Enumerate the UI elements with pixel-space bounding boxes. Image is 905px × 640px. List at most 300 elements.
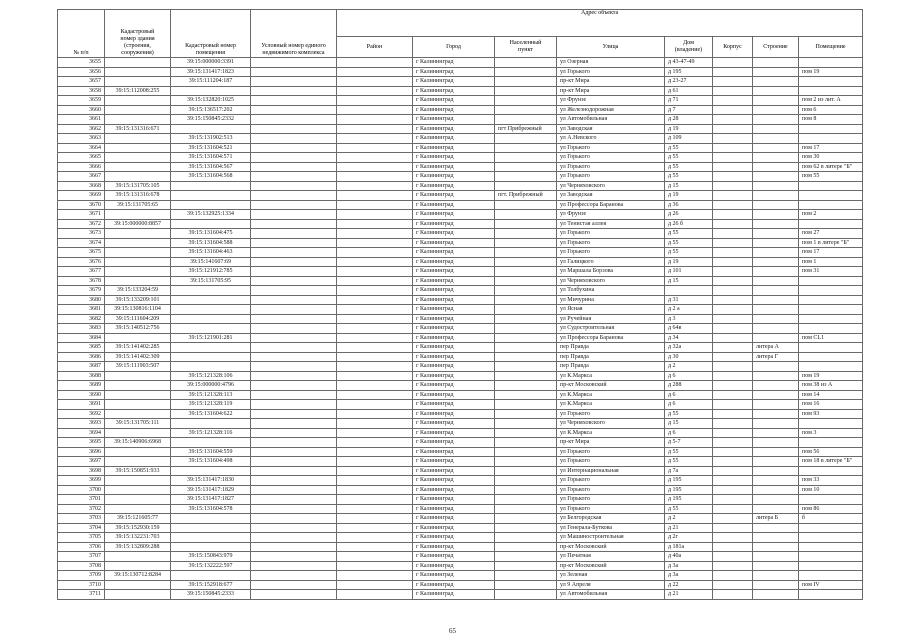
cell-complex-number — [251, 381, 337, 391]
table-row — [58, 229, 863, 239]
cell-district — [337, 400, 413, 410]
cell-building-cadastral-number: 39:15:131705:65 — [105, 200, 171, 210]
cell-premises: пом 18 в литере "Б" — [799, 457, 863, 467]
cell-city: г Калининград — [413, 305, 495, 315]
cell-premises-cadastral-number: 39:15:131417:1827 — [171, 495, 251, 505]
cell-house: д 2г — [665, 533, 713, 543]
cell-district — [337, 314, 413, 324]
cell-premises — [799, 305, 863, 315]
cell-district — [337, 504, 413, 514]
cell-complex-number — [251, 200, 337, 210]
cell-district — [337, 248, 413, 258]
cell-row-number: 3683 — [58, 324, 105, 334]
cell-structure — [753, 153, 799, 163]
table-row — [58, 390, 863, 400]
cell-complex-number — [251, 96, 337, 106]
cell-house: д 19 — [665, 124, 713, 134]
cell-complex-number — [251, 58, 337, 68]
header-structure: Строение — [753, 37, 799, 58]
cell-locality — [495, 248, 557, 258]
cell-building-cadastral-number — [105, 428, 171, 438]
cell-city: г Калининград — [413, 248, 495, 258]
cell-premises-cadastral-number: 39:15:131604:588 — [171, 238, 251, 248]
cell-locality — [495, 115, 557, 125]
cell-row-number: 3701 — [58, 495, 105, 505]
cell-premises-cadastral-number — [171, 438, 251, 448]
cell-street: ул Горького — [557, 238, 665, 248]
cell-street: ул Ясная — [557, 305, 665, 315]
cell-district — [337, 267, 413, 277]
cell-structure — [753, 390, 799, 400]
cell-street: ул Судостроительная — [557, 324, 665, 334]
cell-street: ул Черняховского — [557, 276, 665, 286]
cell-block — [713, 305, 753, 315]
cell-premises-cadastral-number: 39:15:121328:119 — [171, 400, 251, 410]
cell-street: ул К.Маркса — [557, 428, 665, 438]
cell-complex-number — [251, 580, 337, 590]
cell-street: ул Горького — [557, 143, 665, 153]
cell-row-number: 3682 — [58, 314, 105, 324]
cell-structure — [753, 267, 799, 277]
cell-house: д 55 — [665, 229, 713, 239]
cell-row-number: 3700 — [58, 485, 105, 495]
cell-row-number: 3686 — [58, 352, 105, 362]
cell-premises — [799, 200, 863, 210]
cell-city: г Калининград — [413, 162, 495, 172]
table-row — [58, 438, 863, 448]
cell-block — [713, 86, 753, 96]
header-row-number: № п/п — [58, 10, 105, 58]
cell-house: д 55 — [665, 143, 713, 153]
cell-building-cadastral-number: 39:15:131705:111 — [105, 419, 171, 429]
cell-house: д 15 — [665, 181, 713, 191]
table-row — [58, 248, 863, 258]
cell-district — [337, 181, 413, 191]
cell-city: г Калининград — [413, 352, 495, 362]
cell-district — [337, 533, 413, 543]
cell-street: ул Горького — [557, 162, 665, 172]
cell-block — [713, 257, 753, 267]
cell-locality — [495, 324, 557, 334]
cell-city: г Калининград — [413, 238, 495, 248]
cell-complex-number — [251, 466, 337, 476]
cell-premises — [799, 124, 863, 134]
cell-row-number: 3708 — [58, 561, 105, 571]
cell-row-number: 3678 — [58, 276, 105, 286]
cell-building-cadastral-number — [105, 561, 171, 571]
cell-city: г Калининград — [413, 191, 495, 201]
table-row — [58, 514, 863, 524]
cell-district — [337, 371, 413, 381]
cell-building-cadastral-number — [105, 447, 171, 457]
cell-row-number: 3681 — [58, 305, 105, 315]
cell-premises-cadastral-number: 39:15:150843:979 — [171, 552, 251, 562]
cell-row-number: 3668 — [58, 181, 105, 191]
cell-block — [713, 428, 753, 438]
cell-house: д 195 — [665, 495, 713, 505]
cell-structure — [753, 438, 799, 448]
table-row — [58, 286, 863, 296]
cell-building-cadastral-number — [105, 58, 171, 68]
cell-building-cadastral-number — [105, 485, 171, 495]
cell-premises: пом 10 — [799, 485, 863, 495]
cell-locality — [495, 561, 557, 571]
cell-premises: пом 19 — [799, 371, 863, 381]
table-row — [58, 295, 863, 305]
cell-complex-number — [251, 590, 337, 600]
cell-complex-number — [251, 571, 337, 581]
cell-block — [713, 343, 753, 353]
cell-block — [713, 362, 753, 372]
cell-row-number: 3705 — [58, 533, 105, 543]
cell-block — [713, 172, 753, 182]
cell-house: д 26 б — [665, 219, 713, 229]
cell-premises-cadastral-number — [171, 571, 251, 581]
cell-district — [337, 495, 413, 505]
cell-house: д 23-27 — [665, 77, 713, 87]
cell-district — [337, 438, 413, 448]
cell-premises — [799, 590, 863, 600]
cell-premises-cadastral-number — [171, 324, 251, 334]
cell-premises: пом 2 из лит. А — [799, 96, 863, 106]
cell-district — [337, 305, 413, 315]
table-row — [58, 571, 863, 581]
cell-complex-number — [251, 324, 337, 334]
cell-district — [337, 115, 413, 125]
cell-complex-number — [251, 162, 337, 172]
cell-row-number: 3656 — [58, 67, 105, 77]
cell-district — [337, 428, 413, 438]
cell-structure — [753, 210, 799, 220]
cell-structure — [753, 485, 799, 495]
cell-premises: пом 19 — [799, 67, 863, 77]
cell-street: ул Фрунзе — [557, 210, 665, 220]
cell-complex-number — [251, 143, 337, 153]
cell-block — [713, 105, 753, 115]
cell-premises-cadastral-number: 39:15:131604:578 — [171, 504, 251, 514]
cell-building-cadastral-number: 39:15:141402:285 — [105, 343, 171, 353]
cell-district — [337, 457, 413, 467]
cell-locality — [495, 219, 557, 229]
cell-row-number: 3676 — [58, 257, 105, 267]
cell-building-cadastral-number: 39:15:131316:678 — [105, 191, 171, 201]
cell-premises-cadastral-number — [171, 343, 251, 353]
cell-district — [337, 124, 413, 134]
cell-block — [713, 67, 753, 77]
cell-district — [337, 162, 413, 172]
cell-city: г Калининград — [413, 343, 495, 353]
cell-locality — [495, 485, 557, 495]
cell-block — [713, 381, 753, 391]
cell-locality — [495, 476, 557, 486]
cell-structure — [753, 362, 799, 372]
cell-district — [337, 172, 413, 182]
cell-building-cadastral-number — [105, 400, 171, 410]
cell-premises-cadastral-number: 39:15:131705:95 — [171, 276, 251, 286]
cell-structure — [753, 504, 799, 514]
cell-building-cadastral-number — [105, 333, 171, 343]
cell-street: пер Правда — [557, 362, 665, 372]
cell-district — [337, 210, 413, 220]
cell-block — [713, 333, 753, 343]
cell-complex-number — [251, 362, 337, 372]
cell-district — [337, 105, 413, 115]
cell-locality: пгт. Прибрежный — [495, 191, 557, 201]
cell-structure: литера Г — [753, 352, 799, 362]
cell-house: д 55 — [665, 504, 713, 514]
cell-row-number: 3664 — [58, 143, 105, 153]
cell-street: ул Печатная — [557, 552, 665, 562]
cell-city: г Калининград — [413, 58, 495, 68]
cell-block — [713, 191, 753, 201]
cell-building-cadastral-number — [105, 257, 171, 267]
cell-block — [713, 371, 753, 381]
cell-city: г Калининград — [413, 267, 495, 277]
cell-row-number: 3697 — [58, 457, 105, 467]
cell-complex-number — [251, 523, 337, 533]
cell-premises: пом 93 — [799, 409, 863, 419]
table-row — [58, 77, 863, 87]
cell-building-cadastral-number — [105, 172, 171, 182]
cell-street: ул Горького — [557, 457, 665, 467]
cell-row-number: 3689 — [58, 381, 105, 391]
table-row — [58, 115, 863, 125]
cell-complex-number — [251, 267, 337, 277]
cell-premises-cadastral-number — [171, 191, 251, 201]
cell-locality — [495, 419, 557, 429]
cell-district — [337, 390, 413, 400]
cell-premises — [799, 533, 863, 543]
cell-city: г Калининград — [413, 172, 495, 182]
cell-complex-number — [251, 495, 337, 505]
cell-block — [713, 447, 753, 457]
cell-house: д 71 — [665, 96, 713, 106]
cell-complex-number — [251, 105, 337, 115]
cell-row-number: 3662 — [58, 124, 105, 134]
cell-block — [713, 96, 753, 106]
header-block: Корпус — [713, 37, 753, 58]
cell-street: пр-кт Мира — [557, 77, 665, 87]
table-row — [58, 485, 863, 495]
cell-block — [713, 523, 753, 533]
cell-street: ул К.Маркса — [557, 400, 665, 410]
cell-city: г Калининград — [413, 276, 495, 286]
cell-premises-cadastral-number: 39:15:132222:597 — [171, 561, 251, 571]
cell-premises-cadastral-number — [171, 219, 251, 229]
cell-city: г Калининград — [413, 77, 495, 87]
table-row — [58, 447, 863, 457]
cell-house: д 15 — [665, 419, 713, 429]
cell-premises-cadastral-number: 39:15:131604:559 — [171, 447, 251, 457]
cell-house: д 6 — [665, 400, 713, 410]
cell-complex-number — [251, 134, 337, 144]
cell-locality — [495, 276, 557, 286]
cell-row-number: 3670 — [58, 200, 105, 210]
cell-building-cadastral-number: 39:15:132809:288 — [105, 542, 171, 552]
cell-row-number: 3685 — [58, 343, 105, 353]
cell-street: ул Тенистая аллея — [557, 219, 665, 229]
table-row — [58, 86, 863, 96]
cell-district — [337, 153, 413, 163]
cell-building-cadastral-number: 39:15:130816:1104 — [105, 305, 171, 315]
cell-district — [337, 143, 413, 153]
cell-row-number: 3679 — [58, 286, 105, 296]
cell-locality — [495, 533, 557, 543]
cell-street: ул Горького — [557, 409, 665, 419]
cell-locality — [495, 181, 557, 191]
cell-premises-cadastral-number — [171, 124, 251, 134]
cell-street: ул Железнодорожная — [557, 105, 665, 115]
cell-premises — [799, 561, 863, 571]
cell-structure — [753, 286, 799, 296]
cell-city: г Калининград — [413, 86, 495, 96]
cell-premises-cadastral-number — [171, 286, 251, 296]
cell-district — [337, 447, 413, 457]
cell-premises-cadastral-number: 39:15:131604:571 — [171, 153, 251, 163]
cell-city: г Калининград — [413, 504, 495, 514]
cell-city: г Калининград — [413, 447, 495, 457]
cell-premises-cadastral-number — [171, 200, 251, 210]
cell-street: ул Горького — [557, 153, 665, 163]
cell-row-number: 3690 — [58, 390, 105, 400]
cell-locality — [495, 580, 557, 590]
cell-building-cadastral-number — [105, 96, 171, 106]
cell-complex-number — [251, 352, 337, 362]
cell-premises — [799, 295, 863, 305]
cell-city: г Калининград — [413, 533, 495, 543]
cell-complex-number — [251, 295, 337, 305]
cell-structure — [753, 457, 799, 467]
cell-complex-number — [251, 447, 337, 457]
header-complex-number: Условный номер единого недвижимого комплекса — [251, 10, 337, 58]
cell-building-cadastral-number — [105, 77, 171, 87]
cell-structure: литера А — [753, 343, 799, 353]
cell-block — [713, 200, 753, 210]
cell-building-cadastral-number: 39:15:150851:933 — [105, 466, 171, 476]
cell-block — [713, 181, 753, 191]
cell-house: д 21 — [665, 590, 713, 600]
cell-district — [337, 571, 413, 581]
cell-structure — [753, 143, 799, 153]
cell-city: г Калининград — [413, 333, 495, 343]
cell-building-cadastral-number: 39:15:121605:77 — [105, 514, 171, 524]
table-row — [58, 96, 863, 106]
cell-premises-cadastral-number: 39:15:121901:281 — [171, 333, 251, 343]
cell-building-cadastral-number: 39:15:141402:309 — [105, 352, 171, 362]
cell-block — [713, 552, 753, 562]
cell-premises: пом 27 — [799, 229, 863, 239]
cell-district — [337, 58, 413, 68]
cell-premises-cadastral-number — [171, 362, 251, 372]
cell-structure — [753, 381, 799, 391]
cell-block — [713, 438, 753, 448]
cell-row-number: 3680 — [58, 295, 105, 305]
cell-premises-cadastral-number: 39:15:000000:3391 — [171, 58, 251, 68]
cell-street: ул Горького — [557, 172, 665, 182]
cell-row-number: 3691 — [58, 400, 105, 410]
cell-block — [713, 219, 753, 229]
cell-street: пр-кт Мира — [557, 438, 665, 448]
cell-structure — [753, 229, 799, 239]
table-row — [58, 305, 863, 315]
cell-street: ул Горького — [557, 248, 665, 258]
cell-locality — [495, 457, 557, 467]
cell-city: г Калининград — [413, 96, 495, 106]
cell-city: г Калининград — [413, 124, 495, 134]
cell-premises-cadastral-number — [171, 305, 251, 315]
cell-city: г Калининград — [413, 400, 495, 410]
cell-complex-number — [251, 476, 337, 486]
header-house-cell — [665, 37, 713, 58]
cell-street: ул Зеленая — [557, 571, 665, 581]
cell-row-number: 3666 — [58, 162, 105, 172]
cell-district — [337, 276, 413, 286]
cell-house: д 22 — [665, 580, 713, 590]
cell-district — [337, 466, 413, 476]
cell-locality — [495, 162, 557, 172]
table-row — [58, 257, 863, 267]
cell-street: пр-кт Московский — [557, 381, 665, 391]
cell-locality — [495, 238, 557, 248]
cell-street: ул Черняховского — [557, 181, 665, 191]
cell-structure — [753, 533, 799, 543]
cell-row-number: 3702 — [58, 504, 105, 514]
cell-complex-number — [251, 248, 337, 258]
cell-premises-cadastral-number — [171, 295, 251, 305]
cell-district — [337, 523, 413, 533]
cell-row-number: 3696 — [58, 447, 105, 457]
cell-structure — [753, 58, 799, 68]
cell-block — [713, 77, 753, 87]
cell-locality — [495, 523, 557, 533]
cell-row-number: 3703 — [58, 514, 105, 524]
cell-house: д 55 — [665, 457, 713, 467]
cell-locality — [495, 305, 557, 315]
cell-structure — [753, 115, 799, 125]
cell-street: ул 9 Апреля — [557, 580, 665, 590]
cell-row-number: 3675 — [58, 248, 105, 258]
cell-premises-cadastral-number: 39:15:121328:106 — [171, 371, 251, 381]
cell-street: ул Генерала-Буткова — [557, 523, 665, 533]
cell-premises — [799, 86, 863, 96]
cell-premises-cadastral-number — [171, 181, 251, 191]
cell-premises-cadastral-number — [171, 466, 251, 476]
cell-locality — [495, 371, 557, 381]
cell-house: д 64в — [665, 324, 713, 334]
cell-city: г Калининград — [413, 457, 495, 467]
cell-structure — [753, 276, 799, 286]
cell-premises: пом 16 — [799, 400, 863, 410]
cell-structure — [753, 314, 799, 324]
cell-premises-cadastral-number: 39:15:152918:677 — [171, 580, 251, 590]
cell-structure — [753, 466, 799, 476]
cell-structure — [753, 409, 799, 419]
cell-house: д 3а — [665, 571, 713, 581]
table-row — [58, 134, 863, 144]
cell-locality — [495, 314, 557, 324]
cell-structure — [753, 542, 799, 552]
cell-locality — [495, 295, 557, 305]
cell-structure — [753, 67, 799, 77]
cell-building-cadastral-number: 39:15:111903:507 — [105, 362, 171, 372]
cell-premises-cadastral-number: 39:15:141607:69 — [171, 257, 251, 267]
cell-row-number: 3704 — [58, 523, 105, 533]
cell-row-number: 3687 — [58, 362, 105, 372]
cell-premises: пом 17 — [799, 143, 863, 153]
cell-premises-cadastral-number — [171, 514, 251, 524]
cell-locality — [495, 552, 557, 562]
cell-complex-number — [251, 428, 337, 438]
